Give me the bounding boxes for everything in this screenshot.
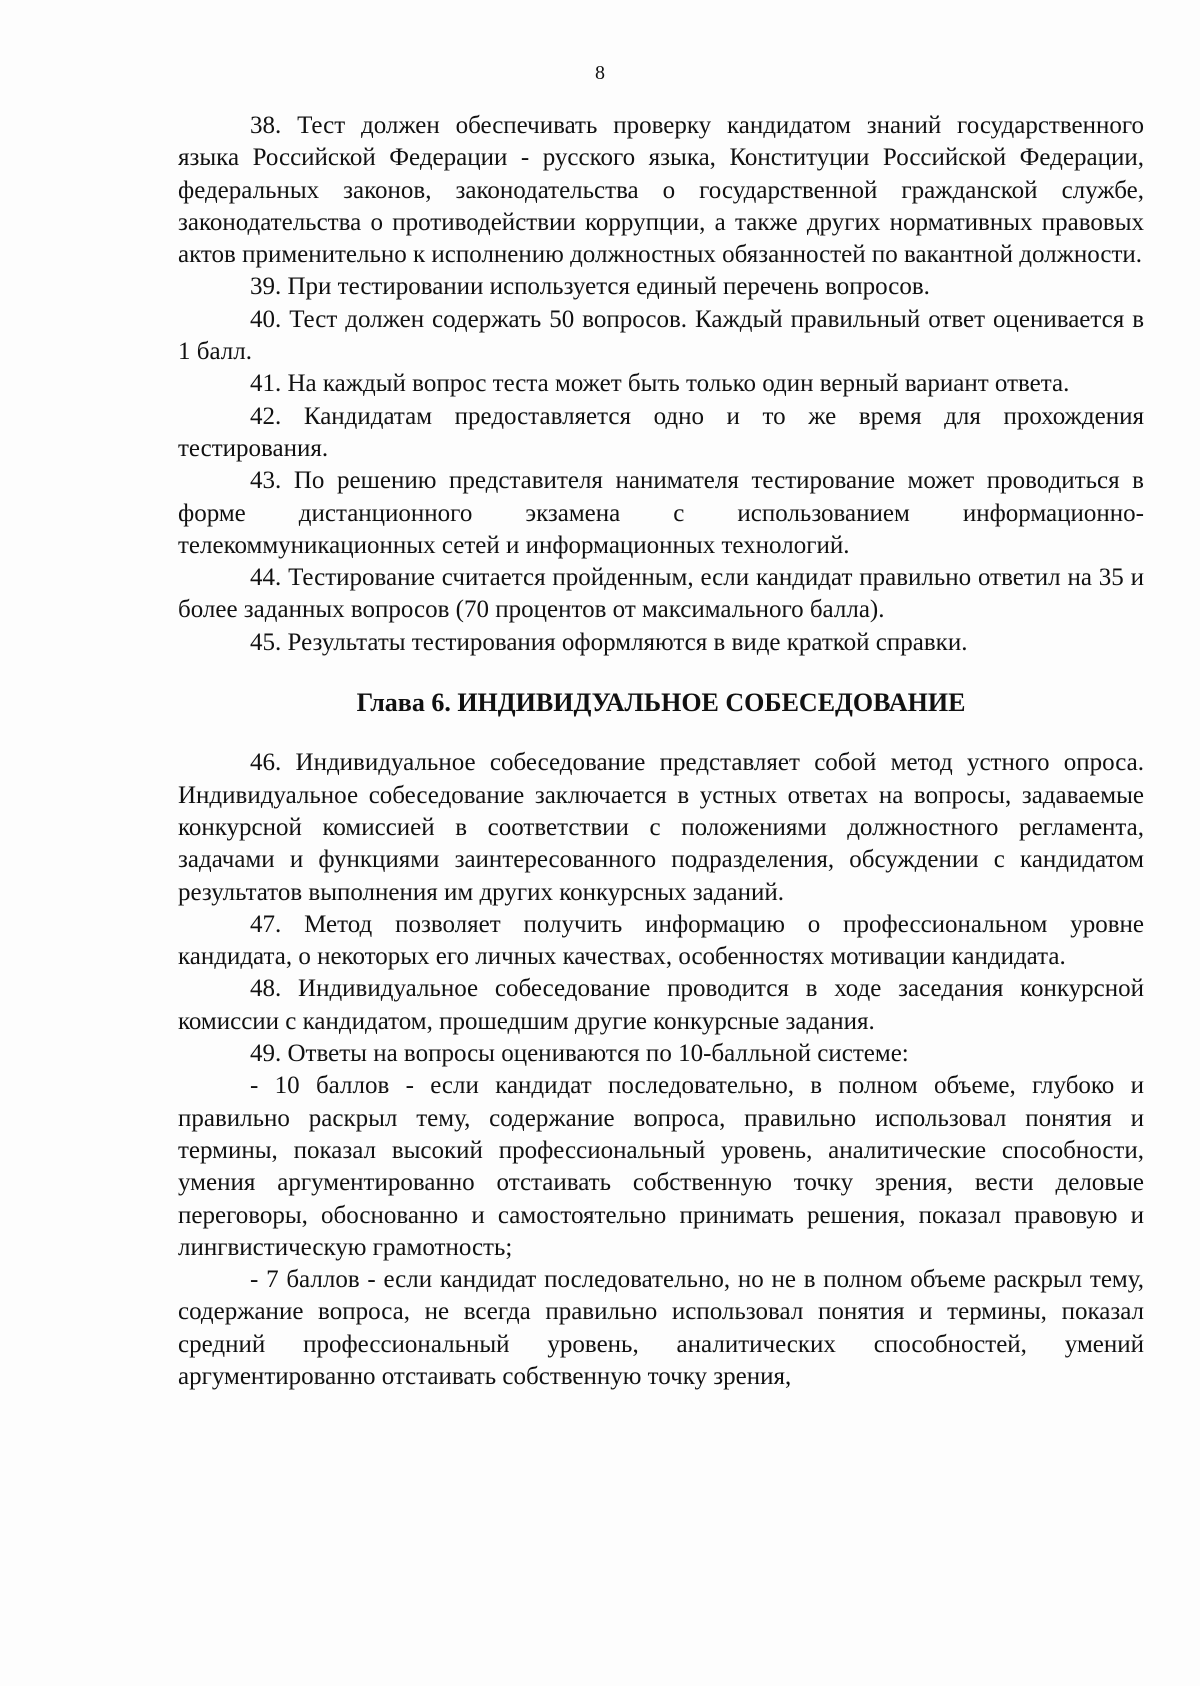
list-item-7-points: - 7 баллов - если кандидат последовательно, но не в полном объеме раскрыл тему, содержание вопроса, не всегда правильно использовал понятия и термины, показал средний профессиональный уровень, аналитических способностей, умений аргументированно отстаивать собственную точку зрения, [178, 1266, 1144, 1390]
paragraph-38: 38. Тест должен обеспечивать проверку кандидатом знаний государственного языка Российской Федерации - русского языка, Конституции Российской Федерации, федеральных законов, законодательства о государственной гражданской службе, законодательства о противодействии коррупции, а также других нормативных правовых актов применительно к исполнению должностных обязанностей по вакантной должности. [178, 112, 1144, 269]
document-body [178, 110, 1144, 1393]
paragraph-45: 45. Результаты тестирования оформляются в виде краткой справки. [250, 628, 968, 656]
list-item-10-points: - 10 баллов - если кандидат последовательно, в полном объеме, глубоко и правильно раскрыл тему, содержание вопроса, правильно использовал понятия и термины, показал высокий профессиональный уровень, аналитические способности, умения аргументированно отстаивать собственную точку зрения, вести деловые переговоры, обоснованно и самостоятельно принимать решения, показал правовую и лингвистическую грамотность; [178, 1072, 1144, 1261]
paragraph-48: 48. Индивидуальное собеседование проводится в ходе заседания конкурсной комиссии с кандидатом, прошедшим другие конкурсные задания. [178, 975, 1144, 1035]
paragraph-41: 41. На каждый вопрос теста может быть только один верный вариант ответа. [250, 370, 1070, 398]
paragraph-42: 42. Кандидатам предоставляется одно и то же время для прохождения тестирования. [178, 402, 1144, 462]
paragraph-49: 49. Ответы на вопросы оцениваются по 10-балльной системе: [250, 1040, 909, 1068]
chapter-heading: Глава 6. ИНДИВИДУАЛЬНОЕ СОБЕСЕДОВАНИЕ [356, 688, 966, 718]
paragraph-44: 44. Тестирование считается пройденным, если кандидат правильно ответил на 35 и более заданных вопросов (70 процентов от максимального балла). [178, 564, 1144, 624]
paragraph-43: 43. По решению представителя нанимателя тестирование может проводиться в форме дистанционного экзамена с использованием информационно-телекоммуникационных сетей и информационных технологий. [178, 467, 1144, 559]
paragraph-39: 39. При тестировании используется единый перечень вопросов. [250, 273, 930, 301]
paragraph-46: 46. Индивидуальное собеседование представляет собой метод устного опроса. Индивидуальное собеседование заключается в устных ответах на вопросы, задаваемые конкурсной комиссией в соответствии с положениями должностного регламента, задачами и функциями заинтересованного подразделения, обсуждении с кандидатом результатов выполнения им других конкурсных заданий. [178, 749, 1144, 906]
paragraph-40: 40. Тест должен содержать 50 вопросов. Каждый правильный ответ оценивается в 1 балл. [178, 305, 1144, 366]
paragraph-47: 47. Метод позволяет получить информацию о профессиональном уровне кандидата, о некоторых его личных качествах, особенностях мотивации кандидата. [178, 910, 1144, 971]
page-number: 8 [595, 62, 605, 84]
